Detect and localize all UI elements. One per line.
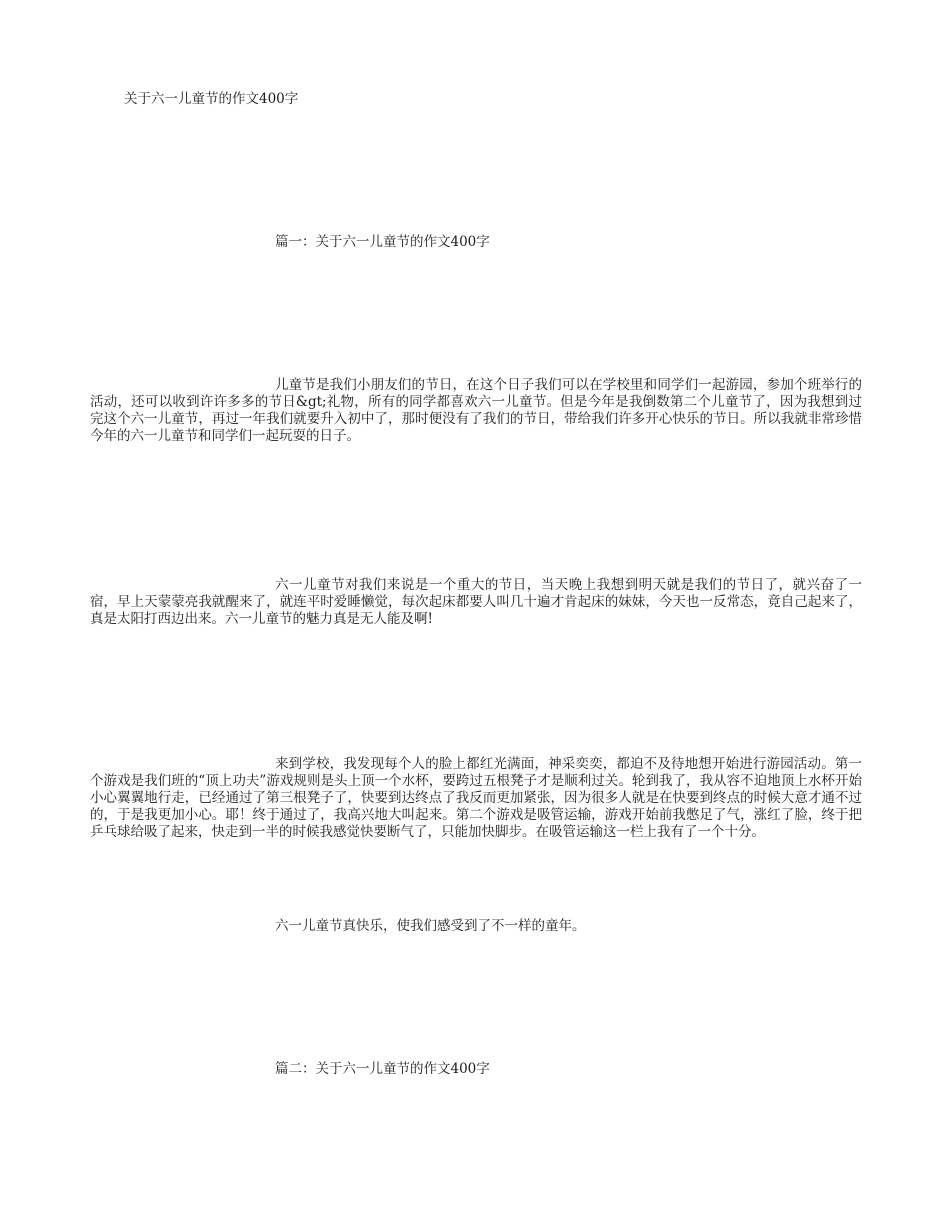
paragraph-1: 儿童节是我们小朋友们的节日，在这个日子我们可以在学校里和同学们一起游园，参加个班举行的活动，还可以收到许许多多的节日&gt;礼物，所有的同学都喜欢六一儿童节。但是今年是我倒数第二个儿童节了，因为我想到过完这个六一儿童节，再过一年我们就要升入初中了，那时便没有了我们的节日，带给我们许多开心快乐的节日。所以我就非常珍惜今年的六一儿童节和同学们一起玩耍的日子。	[90, 377, 862, 444]
paragraph-2: 六一儿童节对我们来说是一个重大的节日，当天晚上我想到明天就是我们的节日了，就兴奋了一宿，早上天蒙蒙亮我就醒来了，就连平时爱睡懒觉，每次起床都要人叫几十遍才肯起床的妹妹，今天也一反常态，竟自己起来了，真是太阳打西边出来。六一儿童节的魅力真是无人能及啊!	[90, 577, 862, 627]
section-2-heading: 篇二：关于六一儿童节的作文400字	[275, 1061, 490, 1077]
section-1-heading: 篇一：关于六一儿童节的作文400字	[275, 234, 490, 250]
closing-line: 六一儿童节真快乐，使我们感受到了不一样的童年。	[275, 918, 586, 934]
paragraph-3: 来到学校，我发现每个人的脸上都红光满面，神采奕奕，都迫不及待地想开始进行游园活动。第一个游戏是我们班的“顶上功夫”游戏规则是头上顶一个水杯，要跨过五根凳子才是顺利过关。轮到我了，我从容不迫地顶上水杯开始小心翼翼地行走，已经通过了第三根凳子了，快要到达终点了我反而更加紧张，因为很多人就是在快要到终点的时候大意才通不过的，于是我更加小心。耶！终于通过了，我高兴地大叫起来。第二个游戏是吸管运输，游戏开始前我憋足了气，涨红了脸，终于把乒乓球给吸了起来，快走到一半的时候我感觉快要断气了，只能加快脚步。在吸管运输这一栏上我有了一个十分。	[90, 756, 862, 840]
document-title: 关于六一儿童节的作文400字	[124, 91, 299, 107]
